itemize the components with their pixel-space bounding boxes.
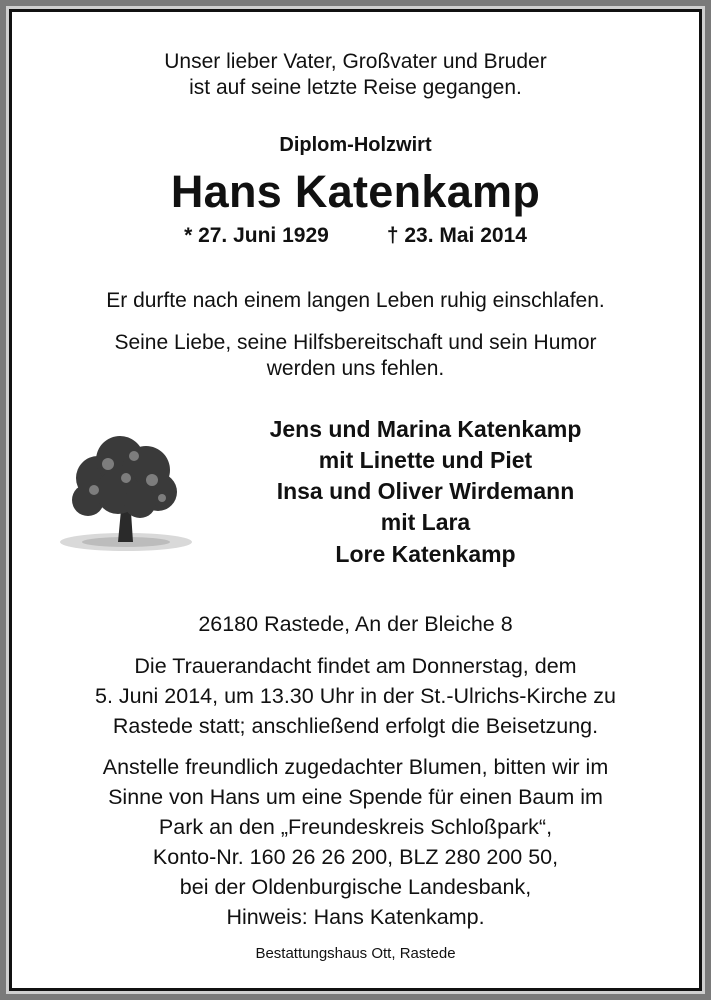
birth-date: * 27. Juni 1929 [184, 224, 329, 247]
obituary-notice [9, 9, 702, 991]
donation-line-4: Konto-Nr. 160 26 26 200, BLZ 280 200 50, [152, 845, 559, 869]
donation-line-1: Anstelle freundlich zugedachter Blumen, bitten wir im [102, 755, 609, 779]
message-line-1: Er durfte nach einem langen Leben ruhig einschlafen. [106, 289, 605, 312]
mourner-line-4: mit Lara [380, 509, 471, 535]
message-line-3: werden uns fehlen. [266, 357, 445, 380]
deceased-name: Hans Katenkamp [170, 166, 541, 217]
service-line-2: 5. Juni 2014, um 13.30 Uhr in der St.-Ulrichs-Kirche zu [94, 684, 616, 708]
mourner-line-1: Jens und Marina Katenkamp [269, 416, 582, 442]
donation-line-6: Hinweis: Hans Katenkamp. [226, 905, 485, 929]
address: 26180 Rastede, An der Bleiche 8 [198, 612, 513, 636]
mourner-line-5: Lore Katenkamp [335, 541, 516, 567]
message-line-2: Seine Liebe, seine Hilfsbereitschaft und sein Humor [114, 331, 597, 354]
life-dates [12, 224, 699, 248]
donation-line-5: bei der Oldenburgische Landesbank, [179, 875, 532, 899]
donation-line-2: Sinne von Hans um eine Spende für einen Baum im [108, 785, 603, 809]
mourner-line-2: mit Linette und Piet [318, 447, 533, 473]
deceased-title: Diplom-Holzwirt [279, 134, 432, 156]
service-line-1: Die Trauerandacht findet am Donnerstag, dem [134, 654, 577, 678]
intro-line-2: ist auf seine letzte Reise gegangen. [189, 76, 522, 99]
frame-gap [6, 6, 705, 994]
donation-line-3: Park an den „Freundeskreis Schloßpark“, [158, 815, 553, 839]
intro-line-1: Unser lieber Vater, Großvater und Bruder [164, 50, 547, 73]
service-line-3: Rastede statt; anschließend erfolgt die Beisetzung. [112, 714, 599, 738]
funeral-home: Bestattungshaus Ott, Rastede [255, 945, 456, 962]
mourner-line-3: Insa und Oliver Wirdemann [276, 478, 575, 504]
death-date: † 23. Mai 2014 [386, 224, 527, 247]
